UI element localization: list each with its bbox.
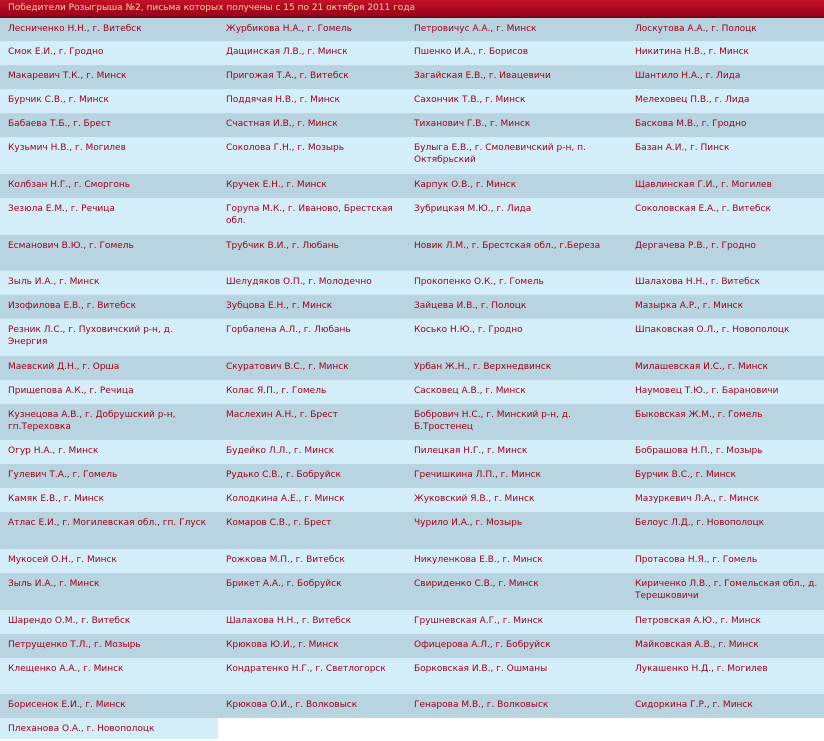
table-row [0,41,824,65]
winner-cell: Борковская И.В., г. Ошманы [406,658,627,694]
winner-cell: Кузнецова А.В., г. Добрушский р-н, гп.Тереховка [0,404,218,440]
winner-cell: Милашевская И.С., г. Минск [627,356,824,380]
winner-cell: Дащинская Л.В., г. Минск [218,41,406,65]
winner-cell: Плеханова О.А., г. Новополоцк [0,718,218,739]
winner-cell: Кручек Е.Н., г. Минск [218,174,406,198]
winner-cell: Бабаева Т.Б., г. Брест [0,113,218,137]
winner-cell: Огур Н.А., г. Минск [0,440,218,464]
winner-cell: Базан А.И., г. Пинск [627,137,824,174]
winner-cell: Быковская Ж.М., г. Гомель [627,404,824,440]
winner-cell: Петровская А.Ю., г. Минск [627,610,824,634]
winner-cell: Прищепова А.К., г. Речица [0,380,218,404]
winner-cell: Макаревич Т.К., г. Минск [0,65,218,89]
table-row [0,718,824,739]
table-row [0,319,824,356]
winner-cell: Дергачева Р.В., г. Гродно [627,235,824,271]
table-row [0,694,824,718]
table-row [0,295,824,319]
winner-cell: Борисенок Е.И., г. Минск [0,694,218,718]
winner-cell: Шантило Н.А., г. Лида [627,65,824,89]
winner-cell: Горупа М.К., г. Иваново, Брестская обл. [218,198,406,235]
winner-cell: Брикет А.А., г. Бобруйск [218,573,406,610]
winner-cell: Кондратенко Н.Г., г. Светлогорск [218,658,406,694]
table-row [0,549,824,573]
winner-cell: Зыль И.А., г. Минск [0,573,218,610]
winner-cell: Колбзан Н.Г., г. Сморгонь [0,174,218,198]
table-row [0,89,824,113]
winner-cell: Гречишкина Л.П., г. Минск [406,464,627,488]
winner-cell: Щавлинская Г.И., г. Могилев [627,174,824,198]
winner-cell: Жуковский Я.В., г. Минск [406,488,627,512]
table-row [0,404,824,440]
winner-cell: Гулевич Т.А., г. Гомель [0,464,218,488]
winner-cell [406,718,627,739]
table-row [0,113,824,137]
table-row [0,512,824,549]
table-row [0,610,824,634]
winner-cell: Белоус Л.Д., г. Новополоцк [627,512,824,549]
winner-cell: Офицерова А.Л., г. Бобруйск [406,634,627,658]
winner-cell: Шелудяков О.П., г. Молодечно [218,271,406,295]
table-row [0,271,824,295]
winner-cell: Грушневская А.Г., г. Минск [406,610,627,634]
winner-cell: Мазырка А.Р., г. Минск [627,295,824,319]
winner-cell: Мелеховец П.В., г. Лида [627,89,824,113]
winner-cell: Будейко Л.Л., г. Минск [218,440,406,464]
winner-cell: Клещенко А.А., г. Минск [0,658,218,694]
winner-cell: Маслехин А.Н., г. Брест [218,404,406,440]
winner-cell: Зайцева И.В., г. Полоцк [406,295,627,319]
winner-cell: Бурчик С.В., г. Минск [0,89,218,113]
winner-cell: Крюкова Ю.И., г. Минск [218,634,406,658]
table-row [0,137,824,174]
winner-cell: Смок Е.И., г. Гродно [0,41,218,65]
winner-cell: Бурчик В.С., г. Минск [627,464,824,488]
winner-cell: Прокопенко О.К., г. Гомель [406,271,627,295]
winner-cell: Чурило И.А., г. Мозырь [406,512,627,549]
winner-cell: Скуратович В.С., г. Минск [218,356,406,380]
winner-cell: Крюкова О.И., г. Волковыск [218,694,406,718]
winner-cell: Шалахова Н.Н., г. Витебск [627,271,824,295]
winner-cell: Бобрович Н.С., г. Минский р-н, д. Б.Тростенец [406,404,627,440]
winner-cell: Новик Л.М., г. Брестская обл., г.Береза [406,235,627,271]
winner-cell: Шарендо О.М., г. Витебск [0,610,218,634]
winner-cell: Атлас Е.И., г. Могилевская обл., гп. Глуск [0,512,218,549]
winner-cell: Шпаковская О.Л., г. Новополоцк [627,319,824,356]
winner-cell: Баскова М.В., г. Гродно [627,113,824,137]
table-row [0,658,824,694]
winner-cell: Никуленкова Е.В., г. Минск [406,549,627,573]
winner-cell: Счастная И.В., г. Минск [218,113,406,137]
winner-cell: Петровичус А.А., г. Минск [406,18,627,41]
winner-cell: Никитина Н.В., г. Минск [627,41,824,65]
winner-cell: Кириченко Л.В., г. Гомельская обл., д. Терешковичи [627,573,824,610]
winner-cell: Кузьмич Н.В., г. Могилев [0,137,218,174]
winner-cell: Петрущенко Т.Л., г. Мозырь [0,634,218,658]
winner-cell: Булыга Е.В., г. Смолевичский р-н, п. Октябрьский [406,137,627,174]
winner-cell: Тиханович Г.В., г. Минск [406,113,627,137]
winner-cell: Рожкова М.П., г. Витебск [218,549,406,573]
winner-cell: Лукашенко Н.Д., г. Могилев [627,658,824,694]
winner-cell: Поддячая Н.В., г. Минск [218,89,406,113]
winner-cell: Зыль И.А., г. Минск [0,271,218,295]
winner-cell: Колодкина А.Е., г. Минск [218,488,406,512]
winner-cell: Колас Я.П., г. Гомель [218,380,406,404]
table-row [0,464,824,488]
table-row [0,356,824,380]
winner-cell: Рудько С.В., г. Бобруйск [218,464,406,488]
winner-cell: Лоскутова А.А., г. Полоцк [627,18,824,41]
table-row [0,440,824,464]
winner-cell: Сахончик Т.В., г. Минск [406,89,627,113]
winner-cell: Карпук О.В., г. Минск [406,174,627,198]
winner-cell: Сасковец А.В., г. Минск [406,380,627,404]
table-row [0,634,824,658]
winner-cell: Горбалена А.Л., г. Любань [218,319,406,356]
winner-cell: Протасова Н.Я., г. Гомель [627,549,824,573]
winners-table-body [0,18,824,739]
winner-cell: Резник Л.С., г. Пуховичский р-н, д. Энергия [0,319,218,356]
winner-cell: Сидоркина Г.Р., г. Минск [627,694,824,718]
winner-cell: Зубрицкая М.Ю., г. Лида [406,198,627,235]
winner-cell: Зубцова Е.Н., г. Минск [218,295,406,319]
winner-cell: Генарова М.В., г. Волковыск [406,694,627,718]
winner-cell: Свириденко С.В., г. Минск [406,573,627,610]
table-row [0,235,824,271]
winner-cell [627,718,824,739]
winner-cell: Наумовец Т.Ю., г. Барановичи [627,380,824,404]
winner-cell: Пшенко И.А., г. Борисов [406,41,627,65]
table-row [0,18,824,41]
winner-cell: Шалахова Н.Н., г. Витебск [218,610,406,634]
winner-cell: Бобрашова Н.П., г. Мозырь [627,440,824,464]
winner-cell: Урбан Ж.Н., г. Верхнедвинск [406,356,627,380]
winner-cell: Есманович В.Ю., г. Гомель [0,235,218,271]
table-row [0,573,824,610]
winner-cell: Трубчик В.И., г. Любань [218,235,406,271]
winner-cell: Соколова Г.Н., г. Мозырь [218,137,406,174]
winner-cell: Мазуркевич Л.А., г. Минск [627,488,824,512]
winners-table [0,18,824,739]
winner-cell: Камяк Е.В., г. Минск [0,488,218,512]
winner-cell [218,718,406,739]
table-row [0,488,824,512]
winner-cell: Пригожая Т.А., г. Витебск [218,65,406,89]
winner-cell: Лесниченко Н.Н., г. Витебск [0,18,218,41]
table-row [0,174,824,198]
winner-cell: Комаров С.В., г. Брест [218,512,406,549]
winner-cell: Журбикова Н.А., г. Гомель [218,18,406,41]
winner-cell: Соколовская Е.А., г. Витебск [627,198,824,235]
table-row [0,198,824,235]
winner-cell: Загайская Е.В., г. Ивацевичи [406,65,627,89]
winner-cell: Зезюла Е.М., г. Речица [0,198,218,235]
table-row [0,380,824,404]
winner-cell: Пилецкая Н.Г., г. Минск [406,440,627,464]
page-title: Победители Розыгрыша №2, письма которых получены с 15 по 21 октября 2011 года [0,0,824,18]
table-row [0,65,824,89]
winner-cell: Маевский Д.Н., г. Орша [0,356,218,380]
winner-cell: Изофилова Е.В., г. Витебск [0,295,218,319]
winner-cell: Мукосей О.Н., г. Минск [0,549,218,573]
winner-cell: Майковская А.В., г. Минск [627,634,824,658]
winner-cell: Косько Н.Ю., г. Гродно [406,319,627,356]
